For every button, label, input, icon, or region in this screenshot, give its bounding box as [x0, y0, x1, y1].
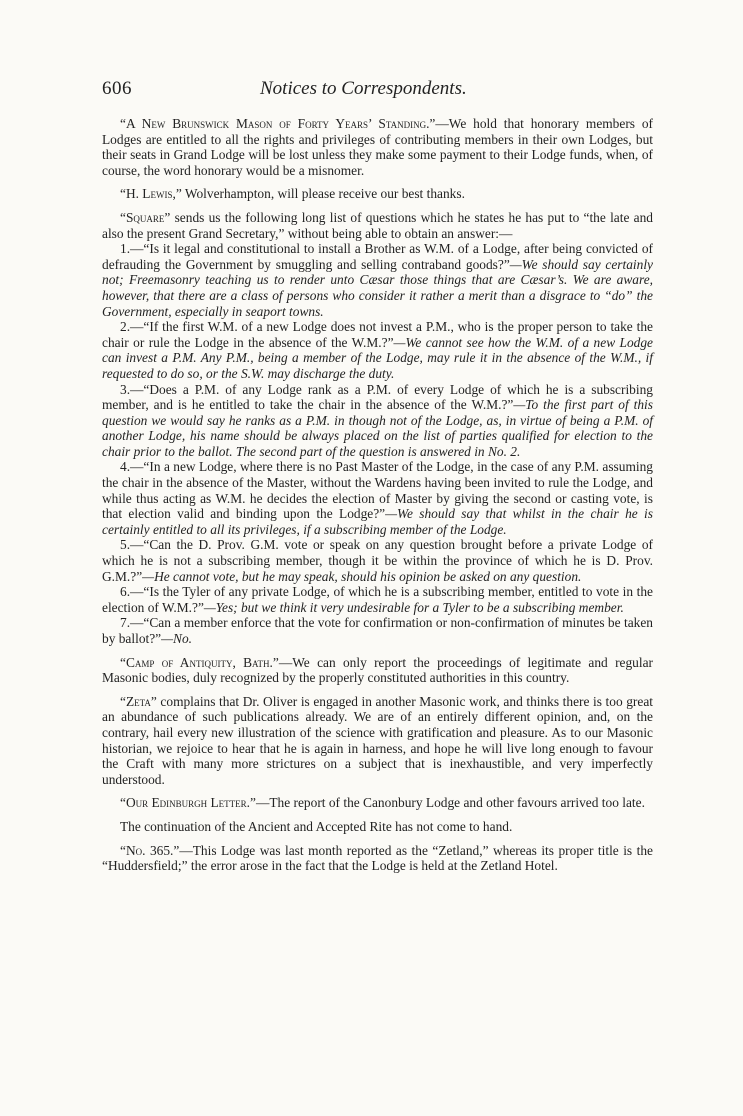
notice-text: Wolverhampton, will please receive our best thanks. — [181, 186, 465, 202]
notice-zeta — [102, 694, 653, 788]
notice-heading: “H. Lewis,” — [120, 186, 182, 202]
page-title: Notices to Correspondents. — [260, 78, 467, 99]
question-4 — [102, 459, 653, 537]
question-text: 4.—“In a new Lodge, where there is no Past Master of the Lodge, in the case of any P.M. assuming the chair in the absence of the Master, without the Wardens having been invited to rule the Lodge, and while thus acting as W.M. he decides the election of Master by giving the second or casting vote, is that election valid and binding upon the Lodge?” — [102, 459, 653, 522]
question-text: 5.—“Can the D. Prov. G.M. vote or speak on any question brought before a private Lodge of which he is not a subscribing member, though it be within the province of which he is D. Prov. G.M.?” — [102, 537, 653, 584]
answer-text: —No. — [161, 631, 193, 646]
notice-new-brunswick-mason — [102, 116, 653, 178]
answer-text: —Yes; but we think it very undesirable for a Tyler to be a subscribing member. — [203, 599, 624, 615]
answer-text: —He cannot vote, but he may speak, should his opinion be asked on any question. — [142, 568, 582, 584]
notice-heading: “No. 365.” — [120, 842, 180, 858]
notice-edinburgh-letter — [102, 795, 653, 811]
notice-text: The continuation of the Ancient and Accepted Rite has not come to hand. — [120, 818, 513, 834]
notice-text: sends us the following long list of questions which he states he has put to “the late and also the present Grand Secretary,” without being able to obtain an answer:— — [102, 209, 653, 241]
notice-h-lewis — [102, 186, 653, 202]
question-7 — [102, 615, 653, 646]
answer-text: —To the first part of this question we would say he ranks as a P.M. in though not of the Lodge, as, in virtue of being a P.M. of another Lodge, his name should be always placed on the list of parties qualified for election to the chair prior to the ballot. The second part of the question is answered in No. 2. — [102, 397, 653, 459]
question-3 — [102, 382, 653, 460]
answer-text: —We should say certainly not; Freemasonry teaching us to render unto Cæsar those things that are Cæsar’s. We are aware, however, that there are a class of persons who consider it rather a merit than a disgrace to “do” the Government, especially in seaport towns. — [102, 256, 653, 319]
question-text: 6.—“Is the Tyler of any private Lodge, of which he is a subscribing member, entitled to vote in the election of W.M.?” — [102, 584, 653, 615]
answer-text: —We cannot see how the W.M. of a new Lodge can invest a P.M. Any P.M., being a member of the Lodge, may rule it in the absence of the W.M., if requested to do so, or the S.W. may discharge the duty. — [102, 334, 653, 381]
answer-text: —We should say that whilst in the chair he is certainly entitled to all its privileges, if a subscribing member of the Lodge. — [102, 506, 653, 537]
notice-ancient-accepted-rite — [102, 819, 653, 835]
notice-text: —We can only report the proceedings of legitimate and regular Masonic bodies, duly recognized by the properly constituted authorities in this country. — [102, 654, 653, 686]
question-text: 1.—“Is it legal and constitutional to install a Brother as W.M. of a Lodge, after being convicted of defrauding the Government by smuggling and selling contraband goods?” — [102, 241, 653, 272]
page-number: 606 — [102, 78, 132, 99]
notice-heading: “Zeta” — [120, 693, 157, 709]
notice-heading: “Square” — [120, 209, 171, 225]
notice-text: —We hold that honorary members of Lodges are entitled to all the rights and privileges of contributing members in their own Lodges, but their seats in Grand Lodge will be lost unless they make some payment to their Lodge funds, when, of course, the word honorary would be a misnomer. — [102, 116, 653, 178]
question-5 — [102, 537, 653, 584]
notice-heading: “Camp of Antiquity, Bath.” — [120, 654, 279, 670]
notice-square — [102, 210, 653, 241]
question-text: 3.—“Does a P.M. of any Lodge rank as a P.M. of every Lodge of which he is a subscribing member, and is he entitled to take the chair in the absence of the W.M.?” — [102, 381, 653, 413]
question-1 — [102, 241, 653, 319]
question-text: 2.—“If the first W.M. of a new Lodge does not invest a P.M., who is the proper person to take the chair or rule the Lodge in the absence of the W.M.?” — [102, 319, 653, 350]
notice-camp-of-antiquity — [102, 655, 653, 686]
question-2 — [102, 319, 653, 381]
notice-no-365 — [102, 843, 653, 874]
notice-text: —This Lodge was last month reported as the “Zetland,” whereas its proper title is the “Huddersfield;” the error arose in the fact that the Lodge is held at the Zetland Hotel. — [102, 842, 653, 874]
notice-heading: “A New Brunswick Mason of Forty Years’ Standing.” — [120, 116, 436, 131]
page-header — [102, 78, 653, 100]
notice-text: complains that Dr. Oliver is engaged in another Masonic work, and thinks there is too great an abundance of such publications already. We are of an entirely different opinion, and, on the contrary, hail every new illustration of the science with gratification and pleasure. As to our Masonic historian, we rejoice to hear that he is again in harness, and hope he will live long enough to favour the Craft with many more strictures on a subject that is inexhaustible, and very imperfectly understood. — [102, 693, 653, 787]
question-text: 7.—“Can a member enforce that the vote for confirmation or non-confirmation of minutes be taken by ballot?” — [102, 615, 653, 646]
question-6 — [102, 584, 653, 615]
notice-text: —The report of the Canonbury Lodge and other favours arrived too late. — [255, 795, 645, 811]
notice-heading: “Our Edinburgh Letter.” — [120, 795, 256, 811]
